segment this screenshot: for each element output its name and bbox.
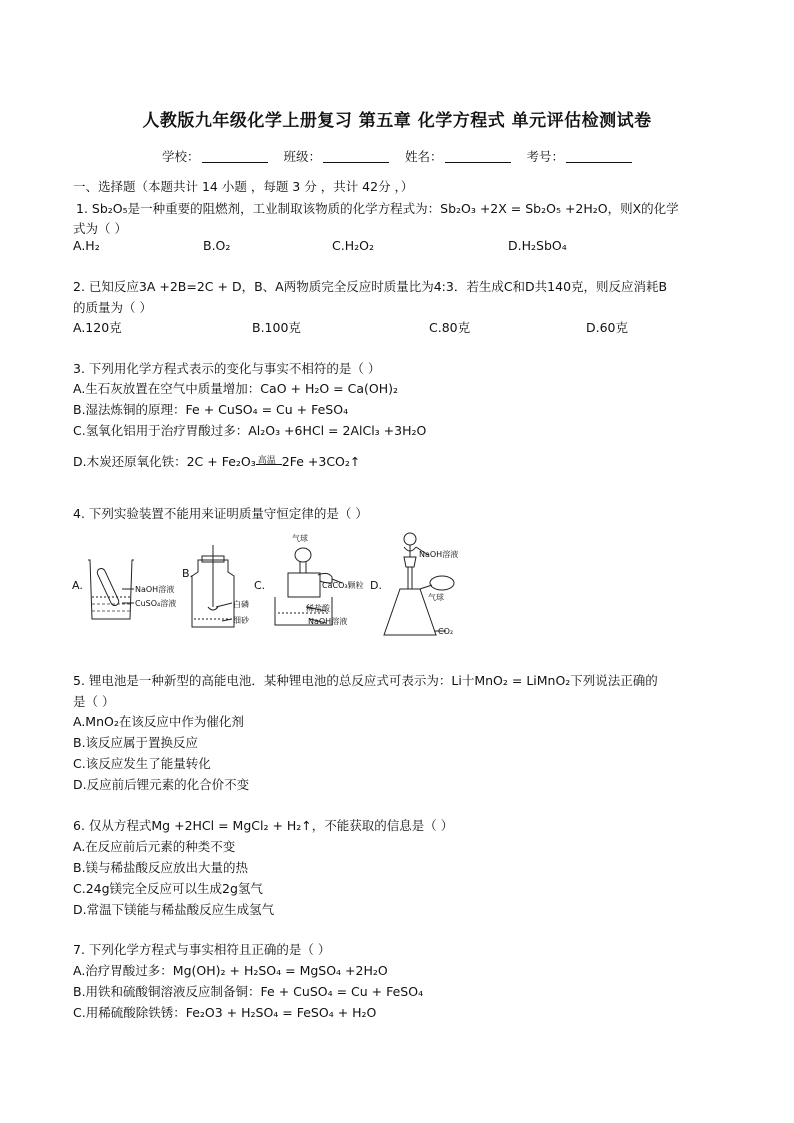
q2-stem-line1: 2. 已知反应3A +2B=2C + D，B、A两物质完全反应时质量比为4:3．若生成C和D共140克，则反应消耗B <box>73 279 668 294</box>
q1-option-b[interactable]: B.O₂ <box>203 238 231 253</box>
q4-label-sand: 细砂 <box>233 616 249 625</box>
q2-option-b[interactable]: B.100克 <box>252 320 301 335</box>
q2-stem-line2: 的质量为（ ） <box>73 300 152 315</box>
q6-option-a[interactable]: A.在反应前后元素的种类不变 <box>73 839 236 854</box>
q3-option-d-right: 2Fe +3CO₂↑ <box>281 454 361 469</box>
q1-stem-line2: 式为（ ） <box>73 221 127 236</box>
q4-label-a: A. <box>72 579 83 592</box>
q4-label-c: C. <box>254 579 266 592</box>
q4-label-naoh-a: NaOH溶液 <box>135 585 175 594</box>
q3-option-d-left: D.木炭还原氧化铁：2C + Fe₂O₃ <box>73 454 256 469</box>
q2-option-c[interactable]: C.80克 <box>429 320 471 335</box>
q3-option-a[interactable]: A.生石灰放置在空气中质量增加：CaO + H₂O = Ca(OH)₂ <box>73 381 399 396</box>
q5-option-d[interactable]: D.反应前后锂元素的化合价不变 <box>73 777 250 792</box>
name-blank[interactable] <box>445 162 511 163</box>
exam-title: 人教版九年级化学上册复习 第五章 化学方程式 单元评估检测试卷 <box>142 111 652 131</box>
q5-option-b[interactable]: B.该反应属于置换反应 <box>73 735 199 750</box>
condition-high-temp: 高温 <box>257 456 276 466</box>
q1-stem-line1: 1. Sb₂O₅是一种重要的阻燃剂，工业制取该物质的化学方程式为：Sb₂O₃ +2X = Sb₂O₅ +2H₂O，则X的化学 <box>76 201 679 216</box>
q7-option-a[interactable]: A.治疗胃酸过多：Mg(OH)₂ + H₂SO₄ = MgSO₄ +2H₂O <box>73 963 388 978</box>
name-label: 姓名： <box>404 149 443 164</box>
exam-no-blank[interactable] <box>566 162 632 163</box>
exam-no-field <box>526 147 632 165</box>
class-blank[interactable] <box>323 162 389 163</box>
q4-label-balloon-d: 气球 <box>428 593 444 602</box>
section-heading: 一、选择题（本题共计 14 小题 ，每题 3 分 ，共计 42分 ，） <box>73 179 414 194</box>
q6-option-c[interactable]: C.24g镁完全反应可以生成2g氢气 <box>73 881 263 896</box>
q7-option-c[interactable]: C.用稀硫酸除铁锈：Fe₂O3 + H₂SO₄ = FeSO₄ + H₂O <box>73 1005 377 1020</box>
q3-option-b[interactable]: B.湿法炼铜的原理：Fe + CuSO₄ = Cu + FeSO₄ <box>73 402 349 417</box>
school-blank[interactable] <box>202 162 268 163</box>
name-field <box>405 147 511 165</box>
q4-label-white-p: 白磷 <box>233 600 249 609</box>
exam-no-label: 考号： <box>526 149 564 164</box>
q4-label-d: D. <box>370 579 382 592</box>
class-label: 班级： <box>283 149 321 164</box>
q6-option-b[interactable]: B.镁与稀盐酸反应放出大量的热 <box>73 860 249 875</box>
q7-option-b[interactable]: B.用铁和硫酸铜溶液反应制备铜：Fe + CuSO₄ = Cu + FeSO₄ <box>73 984 424 999</box>
q4-label-cuso4: CuSO₄溶液 <box>135 599 177 608</box>
reaction-arrow <box>256 456 282 470</box>
q6-option-d[interactable]: D.常温下镁能与稀盐酸反应生成氢气 <box>73 902 275 917</box>
q4-label-hcl: 稀盐酸 <box>306 604 330 613</box>
q5-stem-line1: 5. 锂电池是一种新型的高能电池．某种锂电池的总反应式可表示为：Li十MnO₂ = LiMnO₂下列说法正确的 <box>73 673 658 688</box>
q5-option-c[interactable]: C.该反应发生了能量转化 <box>73 756 211 771</box>
q4-label-caco3: CaCO₃颗粒 <box>322 581 364 590</box>
q2-option-a[interactable]: A.120克 <box>73 320 122 335</box>
q1-option-d[interactable]: D.H₂SbO₄ <box>508 238 567 253</box>
q4-label-naoh-d: NaOH溶液 <box>419 550 459 559</box>
class-field <box>283 147 389 165</box>
q5-option-a[interactable]: A.MnO₂在该反应中作为催化剂 <box>73 714 244 729</box>
q2-option-d[interactable]: D.60克 <box>586 320 629 335</box>
q4-label-co2: CO₂ <box>438 627 454 636</box>
q4-label-naoh-c: NaOH溶液 <box>308 617 348 626</box>
student-info-line <box>0 147 794 165</box>
q3-stem: 3. 下列用化学方程式表示的变化与事实不相符的是（ ） <box>73 361 381 376</box>
q5-stem-line2: 是（ ） <box>73 694 115 709</box>
q4-apparatus-figure <box>70 527 470 642</box>
q1-option-a[interactable]: A.H₂ <box>73 238 100 253</box>
q7-stem: 7. 下列化学方程式与事实相符且正确的是（ ） <box>73 942 331 957</box>
school-label: 学校： <box>161 149 200 164</box>
q4-stem: 4. 下列实验装置不能用来证明质量守恒定律的是（ ） <box>73 506 368 521</box>
q4-label-b: B. <box>182 567 194 580</box>
q3-option-d[interactable] <box>73 452 360 470</box>
q4-label-balloon-c: 气球 <box>292 534 308 543</box>
q1-option-c[interactable]: C.H₂O₂ <box>332 238 374 253</box>
q6-stem: 6. 仅从方程式Mg +2HCl = MgCl₂ + H₂↑，不能获取的信息是（ ） <box>73 818 454 833</box>
q3-option-c[interactable]: C.氢氧化铝用于治疗胃酸过多：Al₂O₃ +6HCl = 2AlCl₃ +3H₂O <box>73 423 427 438</box>
school-field <box>162 147 268 165</box>
